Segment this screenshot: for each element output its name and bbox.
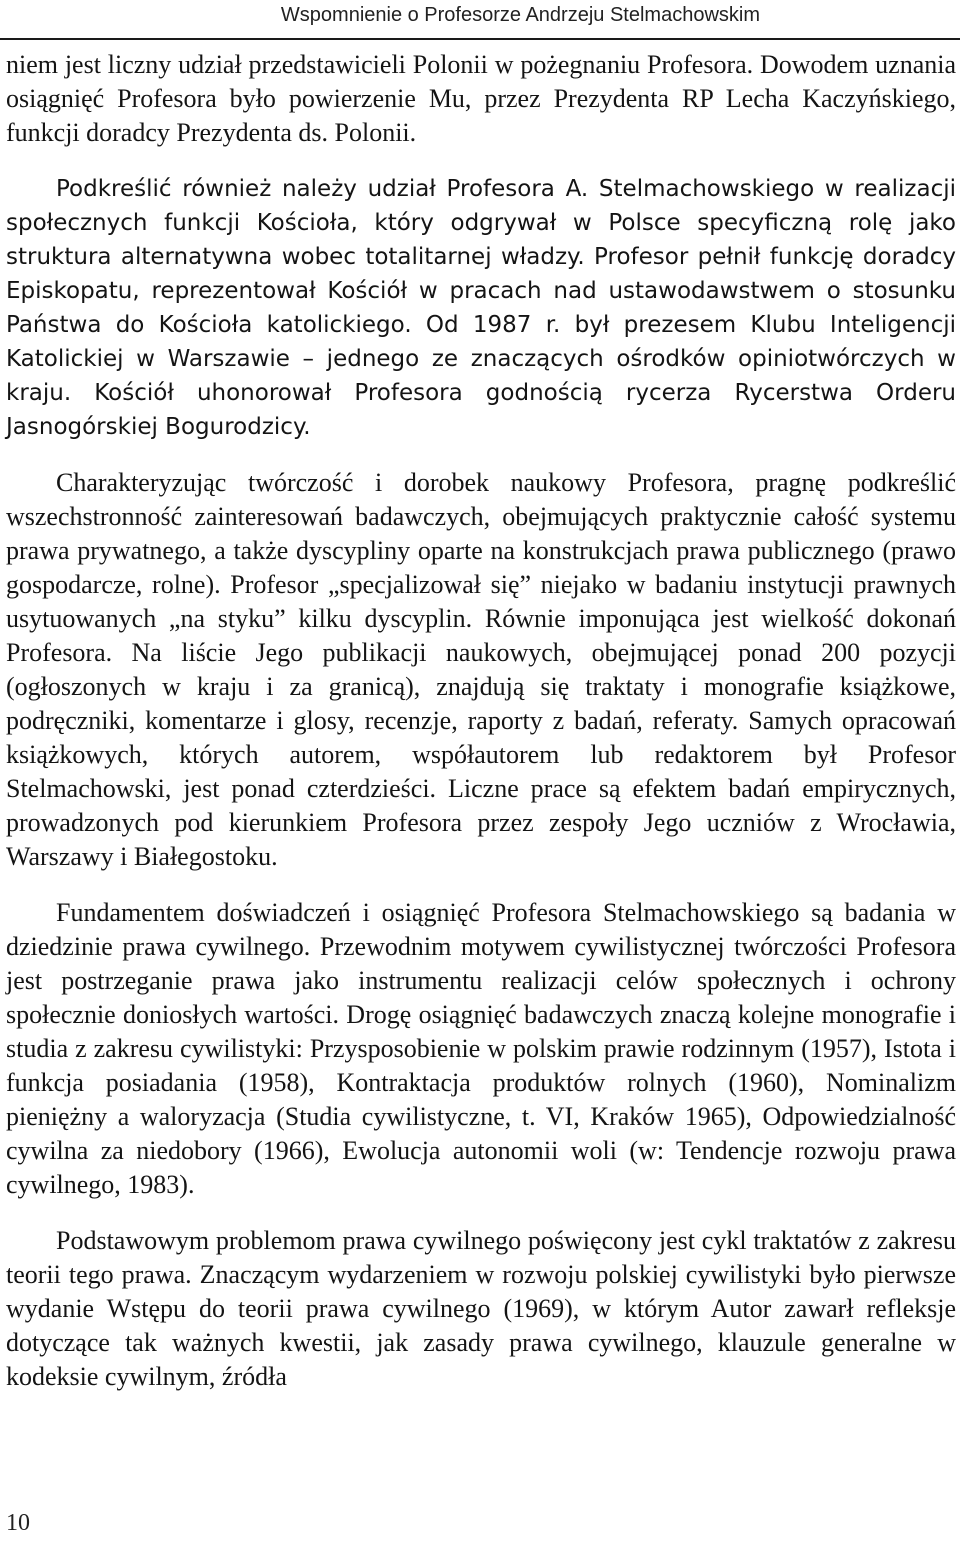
paragraph-1: niem jest liczny udział przedstawicieli Polonii w pożegnaniu Profesora. Dowodem uznania osiągnięć Profesora było powierzenie Mu, przez Prezydenta RP Lecha Kaczyńskiego, funkcji doradcy Prezydenta ds. Polonii. [6,50,956,147]
page-number: 10 [6,1510,30,1536]
page-body [6,48,956,1416]
paragraph-2: Podkreślić również należy udział Profesora A. Stelmachowskiego w realizacji społecznych funkcji Kościoła, który odgrywał w Polsce specyficzną rolę jako struktura alternatywna wobec totalitarnej władzy. Profesor pełnił funkcję doradcy Episkopatu, reprezentował Kościół w pracach nad ustawodawstwem o stosunku Państwa do Kościoła katolickiego. Od 1987 r. był prezesem Klubu Inteligencji Katolickiej w Warszawie – jednego ze znaczących ośrodków opiniotwórczych w kraju. Kościół uhonorował Profesora godnością rycerza Rycerstwa Orderu Jasnogórskiej Bogurodzicy. [6,176,956,440]
header-rule [0,38,960,40]
paragraph-3: Charakteryzując twórczość i dorobek naukowy Profesora, pragnę podkreślić wszechstronność zainteresowań badawczych, obejmujących praktycznie całość systemu prawa prywatnego, a także dyscypliny oparte na konstrukcjach prawa publicznego (prawo gospodarcze, rolne). Profesor „specjalizował się” niejako w badaniu instytucji prawnych usytuowanych „na styku” kilku dyscyplin. Równie imponująca jest wielkość dokonań Profesora. Na liście Jego publikacji naukowych, obejmującej ponad 200 pozycji (ogłoszonych w kraju i za granicą), znajdują się traktaty i monografie książkowe, podręczniki, komentarze i glosy, recenzje, raporty z badań, referaty. Samych opracowań książkowych, których autorem, współautorem lub redaktorem był Profesor Stelmachowski, jest ponad czterdzieści. Liczne prace są efektem badań empirycznych, prowadzonych pod kierunkiem Profesora przez zespoły Jego uczniów z Wrocławia, Warszawy i Białegostoku. [6,468,956,871]
running-header-title: Wspomnienie o Profesorze Andrzeju Stelmachowskim [280,4,760,26]
paragraph-4: Fundamentem doświadczeń i osiągnięć Profesora Stelmachowskiego są badania w dziedzinie prawa cywilnego. Przewodnim motywem cywilistycznej twórczości Profesora jest postrzeganie prawa jako instrumentu realizacji celów społecznych i ochrony społecznie doniosłych wartości. Drogę osiągnięć badawczych znaczą kolejne monografie i studia z zakresu cywilistyki: Przysposobienie w polskim prawie rodzinnym (1957), Istota i funkcja posiadania (1958), Kontraktacja produktów rolnych (1960), Nominalizm pieniężny a waloryzacja (Studia cywilistyczne, t. VI, Kraków 1965), Odpowiedzialność cywilna za niedobory (1966), Ewolucja autonomii woli (w: Tendencje rozwoju prawa cywilnego, 1983). [6,898,956,1199]
paragraph-5: Podstawowym problemom prawa cywilnego poświęcony jest cykl traktatów z zakresu teorii tego prawa. Znaczącym wydarzeniem w rozwoju polskiej cywilistyki było pierwsze wydanie Wstępu do teorii prawa cywilnego (1969), w którym Autor zawarł refleksje dotyczące tak ważnych kwestii, jak zasady prawa cywilnego, klauzule generalne w kodeksie cywilnym, źródła [6,1226,956,1391]
